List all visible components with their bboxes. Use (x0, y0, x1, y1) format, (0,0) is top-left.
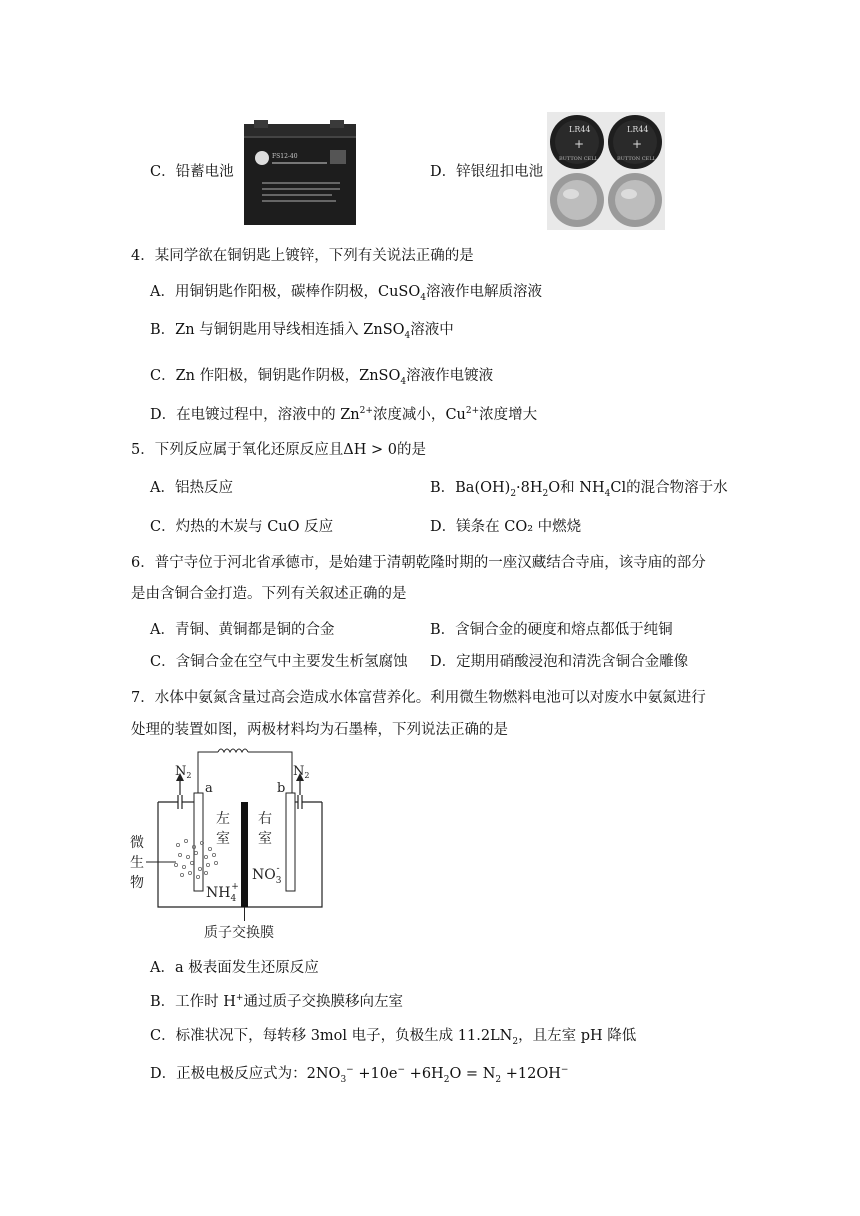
q5-option-b: B．$Ba(OH)_2\cdot 8H_2O$和 $NH_4Cl$的混合物溶于水 (430, 480, 728, 499)
membrane-label: 质子交换膜 (204, 925, 274, 941)
q4-option-a: A．用铜钥匙作阳极，碳棒作阴极，CuSO$_4$溶液作电解质溶液 (150, 284, 542, 303)
microbe-label: 微 (130, 835, 144, 851)
right-room-label: 室 (258, 831, 272, 847)
coin-cell-label: LR44 (569, 125, 591, 134)
q6-stem-line1: 6．普宁寺位于河北省承德市，是始建于清朝乾隆时期的一座汉藏结合寺庙，该寺庙的部分 (131, 555, 706, 571)
svg-text:+: + (574, 137, 585, 151)
right-room-label: 右 (258, 811, 272, 827)
q6-option-c: C．含铜合金在空气中主要发生析氢腐蚀 (150, 654, 408, 670)
proton-exchange-membrane (241, 802, 248, 907)
q7-option-d: D．正极电极反应式为：$2NO_3^- +10e^- +6H_2O = N_2 +12OH^-$ (150, 1065, 569, 1085)
q4-option-c: C．Zn 作阳极，铜钥匙作阴极，ZnSO$_4$溶液作电镀液 (150, 368, 494, 387)
q7-stem-line1: 7．水体中氨氮含量过高会造成水体富营养化。利用微生物燃料电池可以对废水中氨氮进行 (131, 690, 706, 706)
q4-stem: 4．某同学欲在铜钥匙上镀锌，下列有关说法正确的是 (131, 248, 474, 264)
q5-option-c: C．灼热的木炭与 CuO 反应 (150, 519, 334, 535)
microbe-label: 生 (130, 855, 144, 871)
q3-option-d: D．锌银纽扣电池 (430, 164, 544, 180)
q5-option-a: A．铝热反应 (150, 480, 233, 496)
microbe-label: 物 (130, 875, 144, 891)
resistor-icon (218, 749, 248, 752)
fuel-cell-diagram (120, 745, 350, 945)
q6-option-d: D．定期用硝酸浸泡和清洗含铜合金雕像 (430, 654, 689, 670)
electrode-b-label: b (277, 781, 286, 796)
q7-stem-line2: 处理的装置如图，两极材料均为石墨棒，下列说法正确的是 (131, 722, 508, 738)
container (158, 802, 322, 907)
n2-left-label: $N_2$ (175, 764, 192, 780)
nh4-ion-label: $NH_4+$ (206, 882, 239, 904)
electrode-a (194, 793, 203, 891)
q4-option-d: D．在电镀过程中，溶液中的 $Zn^{2+}$浓度减小，$Cu^{2+}$浓度增大 (150, 406, 538, 423)
q6-option-b: B．含铜合金的硬度和熔点都低于纯铜 (430, 622, 673, 638)
coin-cell-label: BUTTON CELL (617, 156, 656, 162)
left-room-label: 室 (216, 831, 230, 847)
svg-text:+: + (632, 137, 643, 151)
no3-ion-label: $NO_3-$ (252, 864, 282, 886)
q3-option-c: C．铅蓄电池 (150, 164, 234, 180)
q6-option-a: A．青铜、黄铜都是铜的合金 (150, 622, 335, 638)
button-cell-image (547, 112, 665, 230)
electrode-b (286, 793, 295, 891)
n2-right-label: $N_2$ (293, 764, 310, 780)
electrode-a-label: a (205, 781, 213, 796)
q6-stem-line2: 是由含铜合金打造。下列有关叙述正确的是 (131, 586, 407, 602)
coin-cell-label: LR44 (627, 125, 649, 134)
left-room-label: 左 (216, 811, 230, 827)
q5-stem: 5．下列反应属于氧化还原反应且ΔH > 0的是 (131, 442, 426, 458)
q7-option-b: B．工作时 H+通过质子交换膜移向左室 (150, 993, 403, 1010)
battery-model-label: FS12-40 (272, 153, 298, 160)
coin-cell-label: BUTTON CELL (559, 156, 598, 162)
q4-option-b: B．Zn 与铜钥匙用导线相连插入 ZnSO$_4$溶液中 (150, 322, 454, 341)
lead-acid-battery-image (240, 120, 358, 228)
q5-option-d: D．镁条在 CO₂ 中燃烧 (430, 519, 582, 535)
q7-option-a: A．a 极表面发生还原反应 (150, 960, 319, 976)
q7-option-c: C．标准状况下，每转移 3mol 电子，负极生成 $11.2LN_2$，且左室 pH 降低 (150, 1028, 637, 1047)
